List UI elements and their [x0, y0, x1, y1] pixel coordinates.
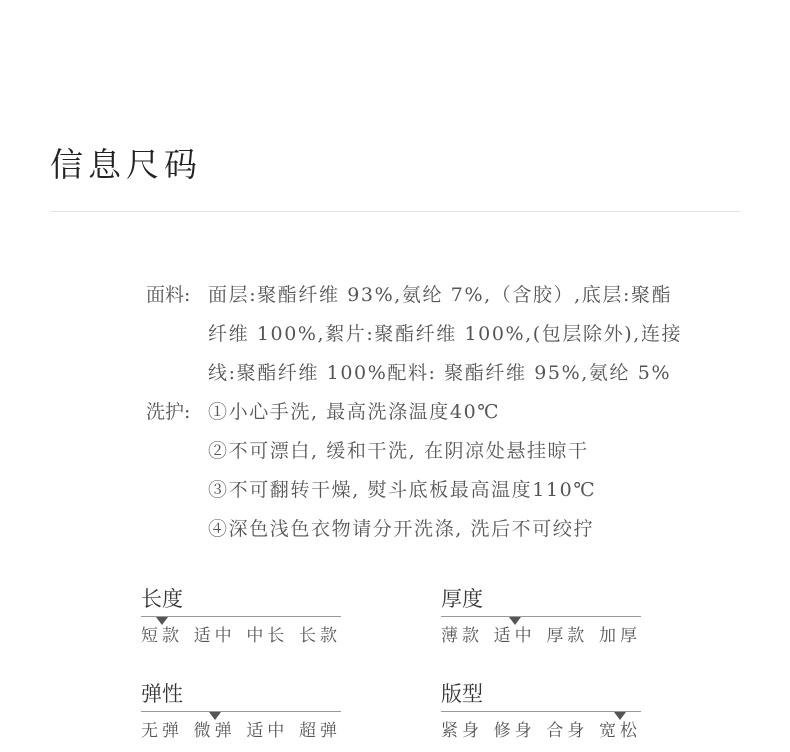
elasticity-scale-options	[141, 719, 341, 743]
elasticity-scale-bar	[141, 711, 341, 712]
length-scale	[141, 585, 341, 648]
care-line: ④深色浅色衣物请分开洗涤, 洗后不可绞拧	[208, 518, 595, 540]
fabric-line: 面层:聚酯纤维 93%,氨纶 7%,（含胶）,底层:聚酯	[208, 284, 673, 306]
length-scale-options	[141, 624, 341, 648]
fabric-label: 面料:	[146, 284, 191, 306]
elasticity-scale-marker	[209, 712, 221, 720]
scale-option: 厚款	[546, 626, 589, 646]
title-divider	[50, 211, 740, 212]
scale-option: 适中	[193, 626, 236, 646]
fabric-line: 纤维 100%,絮片:聚酯纤维 100%,(包层除外),连接	[208, 323, 683, 345]
elasticity-scale-title: 弹性	[141, 682, 183, 706]
fabric-text	[208, 276, 746, 393]
care-line: ①小心手洗, 最高洗涤温度40℃	[208, 401, 501, 423]
elasticity-scale	[141, 680, 341, 743]
care-row	[146, 393, 746, 549]
fabric-line: 线:聚酯纤维 100%配料: 聚酯纤维 95%,氨纶 5%	[208, 362, 672, 384]
scale-option: 长款	[298, 626, 341, 646]
scale-option: 中长	[246, 626, 289, 646]
scale-option: 超弹	[298, 721, 341, 741]
care-line: ②不可漂白, 缓和干洗, 在阴凉处悬挂晾干	[208, 440, 589, 462]
fit-scale-marker	[614, 712, 626, 720]
scale-option: 薄款	[441, 626, 483, 646]
product-info	[146, 276, 746, 549]
scale-option: 短款	[141, 626, 183, 646]
care-label: 洗护:	[146, 401, 191, 423]
care-line: ③不可翻转干燥, 熨斗底板最高温度110℃	[208, 479, 597, 501]
length-scale-marker	[156, 617, 168, 625]
thickness-scale-bar	[441, 616, 641, 617]
scale-option: 合身	[546, 721, 589, 741]
scale-option: 加厚	[598, 626, 641, 646]
fit-scale	[441, 680, 641, 743]
care-text	[208, 393, 746, 549]
length-scale-title: 长度	[141, 587, 183, 611]
length-scale-bar	[141, 616, 341, 617]
scale-option: 紧身	[441, 721, 483, 741]
fit-scale-options	[441, 719, 641, 743]
fabric-row	[146, 276, 746, 393]
fit-scale-title: 版型	[441, 682, 483, 706]
thickness-scale-title: 厚度	[441, 587, 483, 611]
fit-scale-bar	[441, 711, 641, 712]
scale-option: 宽松	[598, 721, 641, 741]
thickness-scale	[441, 585, 641, 648]
section-title: 信息尺码	[50, 145, 202, 184]
scale-option: 适中	[246, 721, 289, 741]
thickness-scale-options	[441, 624, 641, 648]
thickness-scale-marker	[509, 617, 521, 625]
scale-option: 修身	[493, 721, 536, 741]
scale-option: 微弹	[193, 721, 236, 741]
scale-option: 适中	[493, 626, 536, 646]
scale-option: 无弹	[141, 721, 183, 741]
